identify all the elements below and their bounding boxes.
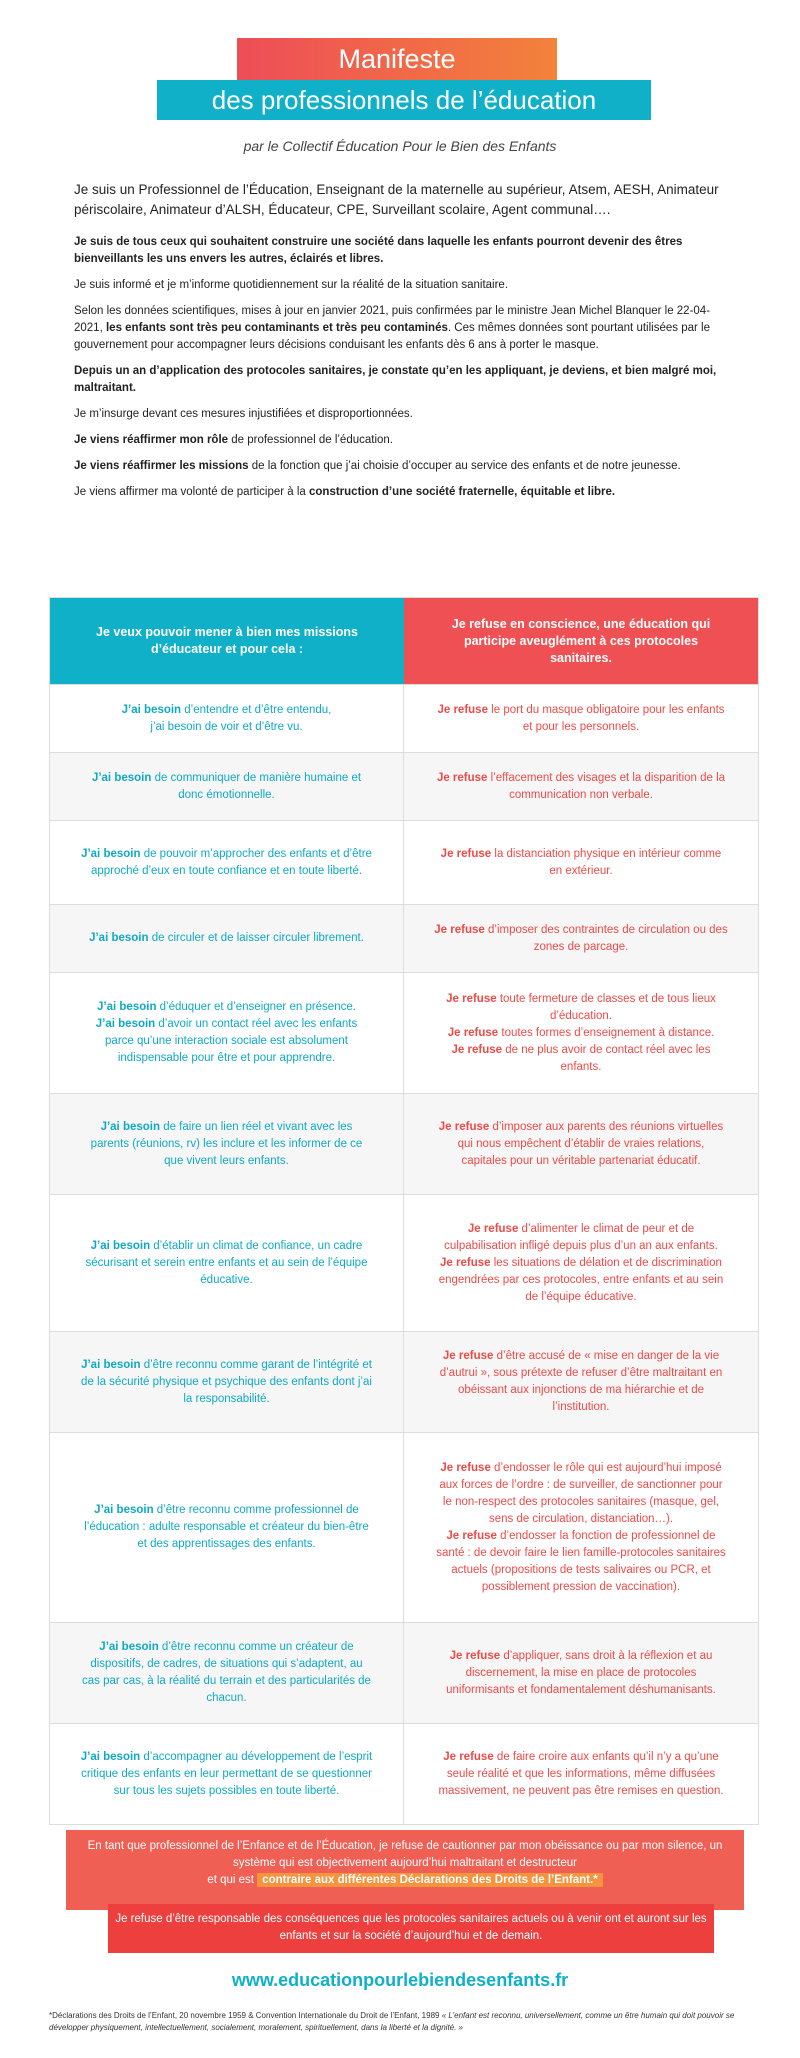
need-label: J’ai besoin <box>89 932 149 944</box>
refusal-body: toute fermeture de classes et de tous lieux d’éducation. <box>496 992 716 1022</box>
table-row <box>50 752 758 820</box>
need-text <box>80 1119 373 1170</box>
intro-p7-text: de professionnel de l’éducation. <box>228 434 393 446</box>
subtitle: par le Collectif Éducation Pour le Bien des Enfants <box>243 138 557 154</box>
need-label: J’ai besoin <box>95 1018 156 1030</box>
need-label: J’ai besoin <box>121 703 182 716</box>
refusal-label: Je refuse <box>442 1350 494 1362</box>
table-row <box>50 1331 758 1432</box>
need-body: de circuler et de laisser circuler librement. <box>148 932 364 944</box>
refusal-body: d’appliquer, sans droit à la réflexion et au discernement, la mise en place de protocoles uniformisants et fondamentalement déshumanisants. <box>446 1649 716 1696</box>
intro-paragraph-9 <box>74 484 729 501</box>
need-label: J’ai besoin <box>91 771 152 784</box>
need-label: J’ai besoin <box>94 1504 154 1516</box>
need-body: d’avoir un contact réel avec les enfants parce qu’une interaction sociale est absolument indispensable pour être et pour apprendre. <box>105 1018 358 1064</box>
refusal-body: d’alimenter le climat de peur et de culpabilisation infligé depuis plus d’un an aux enfants. <box>444 1222 718 1252</box>
need-label: J’ai besoin <box>99 1641 159 1653</box>
table-row <box>50 684 758 752</box>
table-row <box>50 1432 758 1622</box>
refusal-cell <box>404 1195 758 1331</box>
need-label: J’ai besoin <box>90 1239 151 1252</box>
refusal-text <box>434 1460 728 1596</box>
refusal-body: de ne plus avoir de contact réel avec les enfants. <box>502 1043 711 1073</box>
intro-paragraph-8 <box>74 458 729 475</box>
table-row <box>50 904 758 972</box>
need-cell <box>50 753 404 820</box>
refusal-text <box>434 991 728 1076</box>
refusal-label: Je refuse <box>437 703 488 716</box>
footnote-text: *Déclarations des Droits de l’Enfant, 20 novembre 1959 & Convention Internationale du Droit de l’Enfant, 1989 <box>49 2011 442 2020</box>
refusal-label: Je refuse <box>436 771 488 784</box>
refusal-body: de faire croire aux enfants qu’il n’y a qu’une seule réalité et que les informations, même diffusées massivement, ne peuvent pas être remises en question. <box>438 1750 724 1797</box>
need-text <box>89 930 364 947</box>
need-cell <box>50 685 404 752</box>
need-text <box>80 1502 373 1553</box>
intro-section <box>74 180 729 510</box>
responsibility-banner: Je refuse d’être responsable des conséquences que les protocoles sanitaires actuels ou à venir ont et auront sur les enfants et sur la société d’aujourd’hui et de demain. <box>108 1904 714 1953</box>
table-row <box>50 1093 758 1194</box>
need-body: de pouvoir m’approcher des enfants et d’être approché d’eux en toute confiance et en toute liberté. <box>90 847 372 877</box>
refusal-label: Je refuse <box>443 1750 494 1763</box>
table-row <box>50 1194 758 1331</box>
need-text <box>122 702 332 736</box>
refusal-label: Je refuse <box>440 1461 491 1474</box>
need-body: d’accompagner au développement de l’esprit critique des enfants en leur permettant de se questionner sur tous les sujets possibles en toute liberté. <box>81 1750 373 1797</box>
refusal-body: d’imposer aux parents des réunions virtuelles qui nous empêchent d’établir de vraies relations, capitales pour un véritable partenariat éducatif. <box>457 1120 724 1167</box>
need-text <box>80 846 373 880</box>
need-text <box>80 999 373 1067</box>
refusal-text <box>434 1648 728 1699</box>
intro-p9-bold: construction d’une société fraternelle, équitable et libre. <box>309 486 616 498</box>
refusal-label: Je refuse <box>447 1026 499 1039</box>
refusal-cell <box>404 753 758 820</box>
refusal-text <box>434 1749 728 1800</box>
intro-paragraph-1: Je suis un Professionnel de l’Éducation, Enseignant de la maternelle au supérieur, Atsem, AESH, Animateur périscolaire, Animateur d’ALSH, Éducateur, CPE, Surveillant scolaire, Agent communal…. <box>74 182 719 217</box>
refusal-body: d’endosser la fonction de professionnel de santé : de devoir faire le lien famille-protocoles sanitaires actuels (propositions de tests salivaires ou PCR, et possiblement pression de vaccination). <box>436 1529 726 1593</box>
need-body: d’établir un climat de confiance, un cadre sécurisant et serein entre enfants et au sein de l’équipe éducative. <box>85 1239 368 1286</box>
refusal-cell <box>404 1094 758 1194</box>
need-cell <box>50 905 404 972</box>
footnote <box>49 2010 754 2034</box>
title-line-2: des professionnels de l’éducation <box>157 80 651 120</box>
table-header-refusals: Je refuse en conscience, une éducation qui participe aveuglément à ces protocoles sanitaires. <box>404 598 758 684</box>
intro-paragraph-7 <box>74 432 729 449</box>
refusal-body: les situations de délation et de discrimination engendrées par ces protocoles, entre enfants et au sein de l’équipe éducative. <box>438 1256 724 1303</box>
refusal-statement-banner <box>66 1830 744 1910</box>
need-cell <box>50 1094 404 1194</box>
refusal-cell <box>404 1724 758 1824</box>
refusal-body: toutes formes d’enseignement à distance. <box>498 1026 715 1039</box>
need-body: d’éduquer et d’enseigner en présence. <box>156 1001 356 1013</box>
refusal-label: Je refuse <box>449 1649 501 1662</box>
refusal-label: Je refuse <box>438 1120 490 1133</box>
refusal-text <box>434 1221 728 1306</box>
refusal-label: Je refuse <box>440 847 492 860</box>
intro-paragraph-3: Je suis informé et je m’informe quotidiennement sur la réalité de la situation sanitaire. <box>74 279 509 291</box>
table-body <box>50 684 758 1824</box>
intro-paragraph-5: Depuis un an d’application des protocoles sanitaires, je constate qu’en les appliquant, je deviens, et bien malgré moi, maltraitant. <box>74 365 717 394</box>
table-row <box>50 1622 758 1723</box>
intro-p4-text-a: Selon les données scientifiques, mises à jour en janvier 2021, puis confirmées par le ministre Jean Michel Blanquer le 22-04-2021, <box>74 305 711 334</box>
need-label: J’ai besoin <box>97 1001 157 1013</box>
need-text <box>80 770 373 804</box>
need-label: J’ai besoin <box>81 1358 141 1371</box>
need-text <box>80 1357 373 1408</box>
refusal-label: Je refuse <box>451 1043 503 1056</box>
refusal-cell <box>404 973 758 1093</box>
need-text <box>80 1749 373 1800</box>
refusal-body: d’endosser le rôle qui est aujourd’hui imposé aux forces de l’ordre : de surveiller, de sanctionner pour le non-respect des protocoles sanitaires (masque, gel, sens de circulation, distanciation…). <box>439 1461 723 1525</box>
need-text <box>80 1639 373 1707</box>
need-body: d’être reconnu comme garant de l’intégrité et de la sécurité physique et psychique des enfants dont j’ai la responsabilité. <box>81 1358 372 1405</box>
table-header-needs: Je veux pouvoir mener à bien mes missions d’éducateur et pour cela : <box>50 598 404 684</box>
intro-p8-bold: Je viens réaffirmer les missions <box>74 460 249 472</box>
need-cell <box>50 1332 404 1432</box>
table-row <box>50 972 758 1093</box>
need-body: de communiquer de manière humaine et donc émotionnelle. <box>151 771 362 801</box>
need-cell <box>50 1623 404 1723</box>
intro-paragraph-2: Je suis de tous ceux qui souhaitent construire une société dans laquelle les enfants pourront devenir des êtres bienveillants les uns envers les autres, éclairés et libres. <box>74 236 683 265</box>
table-header <box>50 598 758 684</box>
need-body: d’être reconnu comme un créateur de dispositifs, de cadres, de situations qui s’adaptent, au cas par cas, à la réalité du terrain et des particularités de chacun. <box>82 1641 371 1704</box>
need-body: d’être reconnu comme professionnel de l’éducation : adulte responsable et créateur du bien-être et des apprentissages des enfants. <box>84 1504 369 1550</box>
intro-p4-bold: les enfants sont très peu contaminants et très peu contaminés <box>105 322 448 334</box>
table-row <box>50 1723 758 1824</box>
refusal-cell <box>404 1332 758 1432</box>
need-label: J’ai besoin <box>81 847 141 860</box>
refusal-text <box>434 702 728 736</box>
intro-paragraph-6: Je m’insurge devant ces mesures injustifiées et disproportionnées. <box>74 408 413 420</box>
title-line-1: Manifeste <box>237 38 557 80</box>
intro-p9-text: Je viens affirmer ma volonté de participer à la <box>74 486 310 498</box>
need-cell <box>50 1433 404 1622</box>
refusal-text <box>434 846 728 880</box>
refusal-cell <box>404 1623 758 1723</box>
need-cell <box>50 821 404 904</box>
refusal-label: Je refuse <box>434 923 485 936</box>
footnote-quote: « L’enfant est reconnu, universellement, comme un être humain qui doit pouvoir se développer physiquement, intellectuellement, socialement, moralement, spirituellement, dans la liberté et la dignité. » <box>49 2011 735 2032</box>
intro-p8-text: de la fonction que j’ai choisie d’occuper au service des enfants et de notre jeunesse. <box>248 460 681 472</box>
refusal-body: la distanciation physique en intérieur comme en extérieur. <box>491 847 722 877</box>
banner1-highlight: contraire aux différentes Déclarations des Droits de l’Enfant.* <box>257 1873 603 1887</box>
banner1-text: En tant que professionnel de l’Enfance et de l’Éducation, je refuse de cautionner par mon obéissance ou par mon silence, un système qui est objectivement aujourd’hui maltraitant et destructeur <box>87 1840 723 1869</box>
need-body: d’entendre et d’être entendu, <box>181 703 332 716</box>
need-cell <box>50 973 404 1093</box>
refusal-label: Je refuse <box>440 1256 491 1269</box>
intro-p7-bold: Je viens réaffirmer mon rôle <box>74 434 229 446</box>
need-cell <box>50 1724 404 1824</box>
refusal-text <box>434 1119 728 1170</box>
banner1-text-b: et qui est <box>207 1874 258 1886</box>
need-text <box>80 1238 373 1289</box>
refusal-text <box>434 922 728 956</box>
refusal-cell <box>404 1433 758 1622</box>
need-cell <box>50 1195 404 1331</box>
need-label: J’ai besoin <box>80 1750 141 1763</box>
intro-paragraph-4 <box>74 303 729 354</box>
refusal-text <box>434 1348 728 1416</box>
refusal-label: Je refuse <box>467 1222 519 1235</box>
refusal-body: le port du masque obligatoire pour les enfants et pour les personnels. <box>487 703 725 733</box>
refusal-body: l’effacement des visages et la disparition de la communication non verbale. <box>487 771 726 801</box>
refusal-body: d’imposer des contraintes de circulation ou des zones de parcage. <box>484 923 728 953</box>
need-body: de faire un lien réel et vivant avec les parents (réunions, rv) les inclure et les informer de ce que vivent leurs enfants. <box>90 1120 363 1167</box>
intro-p4-text-c: . Ces mêmes données sont pourtant utilisées par le gouvernement pour accompagner leurs décisions conduisant les enfants dès 6 ans à porter le masque. <box>74 322 710 351</box>
needs-refusals-table <box>49 597 759 1825</box>
header <box>0 0 800 154</box>
website-link[interactable]: www.educationpourlebiendesenfants.fr <box>231 1970 569 1990</box>
need-body: j’ai besoin de voir et d’être vu. <box>150 720 303 733</box>
refusal-label: Je refuse <box>446 1529 497 1542</box>
refusal-cell <box>404 685 758 752</box>
refusal-cell <box>404 821 758 904</box>
refusal-label: Je refuse <box>446 992 497 1005</box>
refusal-cell <box>404 905 758 972</box>
need-label: J’ai besoin <box>100 1120 160 1133</box>
refusal-text <box>434 770 728 804</box>
table-row <box>50 820 758 904</box>
refusal-body: d’être accusé de « mise en danger de la vie d’autrui », sous prétexte de refuser d’être maltraitant en obéissant aux injonctions de ma hiérarchie et de l’institution. <box>439 1350 723 1413</box>
